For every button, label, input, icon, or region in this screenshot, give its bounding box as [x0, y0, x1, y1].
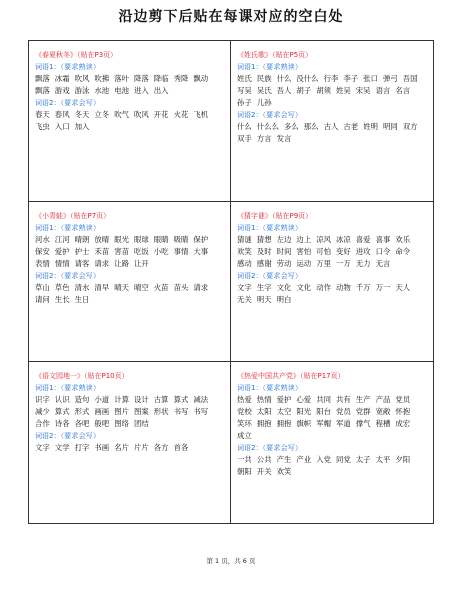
vocab-word: 眼睛: [153, 234, 169, 244]
lesson-cell: [29, 362, 231, 523]
word-list: [237, 282, 427, 306]
vocab-word: 拥抱: [276, 419, 292, 429]
vocab-word: 心爱: [296, 395, 312, 405]
lesson-cell: [29, 202, 231, 363]
vocab-word: 书画: [94, 443, 110, 453]
vocab-word: 识字: [35, 395, 50, 405]
lesson-cell: [29, 41, 231, 202]
vocab-word: 书写: [173, 407, 189, 417]
vocab-word: 李子: [343, 74, 359, 83]
vocab-word: 形式: [74, 407, 90, 417]
vocab-word: 算式: [54, 407, 70, 417]
vocab-word: 晴朗: [74, 234, 90, 244]
vocab-word: 降落: [133, 74, 149, 83]
vocab-word: 图络: [114, 419, 129, 429]
word-list: [237, 454, 427, 478]
vocab-word: 猜谜: [237, 234, 252, 244]
vocab-word: 太空: [276, 407, 292, 417]
vocab-word: 保护: [193, 234, 209, 244]
vocab-word: 清早: [94, 282, 110, 292]
vocab-word: 团结: [133, 419, 149, 429]
vocab-word: 撑气: [355, 419, 371, 429]
vocab-word: 打字: [74, 443, 90, 453]
vocab-word: 古算: [153, 395, 169, 405]
vocab-word: 生日: [74, 294, 90, 304]
vocab-word: 名言: [395, 86, 411, 95]
vocab-word: 公共: [256, 455, 272, 465]
page-title: 沿边剪下后贴在每课对应的空白处: [118, 9, 344, 25]
section-label: 词语2：: [35, 99, 61, 107]
vocab-word: 吴氏: [256, 86, 272, 95]
vocab-word: 飘落: [35, 86, 50, 95]
vocab-word: 飞机: [193, 110, 209, 119]
vocab-word: 党员: [335, 407, 351, 417]
vocab-word: 合作: [35, 419, 50, 429]
vocab-word: 行李: [323, 74, 339, 83]
vocab-word: 宽敞: [375, 407, 391, 417]
section-heading: [35, 383, 224, 394]
vocab-word: 胡子: [296, 86, 312, 95]
word-list: [35, 394, 224, 430]
vocab-word: 入党: [316, 455, 331, 465]
vocab-word: 眼光: [114, 234, 129, 244]
vocab-word: 口令: [375, 246, 391, 256]
vocab-word: 张口: [363, 74, 378, 83]
vocab-word: 宋吴: [355, 86, 371, 95]
section-requirement: （要求会写）: [60, 99, 101, 107]
vocab-word: 开花: [153, 110, 169, 119]
vocab-word: 那么: [303, 122, 319, 131]
word-list: [35, 234, 224, 270]
vocab-word: 姓吴: [335, 86, 351, 95]
vocab-word: 古老: [343, 122, 359, 131]
vocab-word: 大事: [193, 246, 209, 256]
vocab-word: 眼球: [133, 234, 149, 244]
section-heading: [237, 62, 427, 73]
vocab-word: 火花: [173, 110, 189, 119]
vocab-word: 减法: [193, 395, 209, 405]
vocab-word: 可怕: [316, 246, 331, 256]
vocab-word: 方言: [256, 134, 272, 143]
vocab-word: 军帽: [316, 419, 331, 429]
vocab-word: 语言: [375, 86, 391, 95]
vocab-word: 算式: [173, 395, 189, 405]
vocab-word: 怀抱: [395, 407, 411, 417]
vocab-word: 产品: [375, 395, 391, 405]
vocab-word: 太平: [375, 455, 391, 465]
section-label: 词语2：: [237, 444, 263, 453]
vocab-word: 夕阳: [395, 455, 411, 465]
vocab-word: 爱护: [54, 246, 70, 256]
section-requirement: （要求会写）: [60, 271, 101, 280]
section-label: 词语2：: [237, 271, 263, 280]
vocab-word: 一万: [335, 258, 351, 268]
vocab-word: 文字: [237, 282, 252, 292]
section-heading: [35, 271, 224, 282]
vocab-word: 冰霜: [54, 74, 70, 83]
vocab-word: 产业: [296, 455, 312, 465]
vocab-word: 草色: [54, 282, 70, 292]
vocab-word: 欢笑: [276, 467, 292, 477]
section-heading: [35, 98, 224, 109]
lesson-heading: 《热爱中国共产党》（贴在P17页）: [237, 372, 345, 381]
section-heading: [237, 443, 427, 454]
vocab-word: 军道: [335, 419, 351, 429]
vocab-word: 放晴: [94, 234, 110, 244]
vocab-word: 拥抱: [256, 419, 272, 429]
vocab-word: 吹拂: [94, 74, 110, 83]
vocab-word: 欢乐: [395, 234, 411, 244]
vocab-word: 运动: [296, 258, 312, 268]
section-heading: [237, 383, 427, 394]
vocab-word: 水池: [94, 86, 110, 95]
section-requirement: （要求会写）: [60, 432, 101, 441]
vocab-word: 弹弓: [382, 74, 398, 83]
section-label: 词语2：: [35, 271, 61, 280]
section-requirement: （要求会写）: [262, 271, 303, 280]
vocab-word: 左边: [276, 234, 292, 244]
section-requirement: （要求熟读）: [60, 223, 101, 232]
vocab-word: 发言: [276, 134, 292, 143]
section-label: 词语1：: [237, 63, 263, 71]
vocab-word: 无力: [355, 258, 371, 268]
section-label: 词语2：: [237, 111, 263, 119]
vocab-word: 小吃: [153, 246, 169, 256]
lesson-cell: [231, 202, 433, 363]
section-heading: [35, 62, 224, 73]
vocab-word: 吹气: [114, 110, 129, 119]
vocab-word: 诗各: [54, 419, 70, 429]
vocab-word: 热情: [256, 395, 272, 405]
vocab-word: 一共: [237, 455, 252, 465]
section-heading: [35, 223, 224, 234]
vocab-word: 河水: [35, 234, 50, 244]
vocab-word: 晴空: [133, 282, 149, 292]
lesson-heading: 《春夏秋冬》（贴在P3页）: [35, 51, 118, 59]
vocab-word: 进入: [133, 86, 149, 95]
vocab-word: 吾国: [402, 74, 418, 83]
vocab-word: 开关: [256, 467, 272, 477]
vocab-word: 吹风: [74, 74, 90, 83]
vocab-word: 共有: [335, 395, 351, 405]
vocab-word: 成宏: [395, 419, 411, 429]
vocab-word: 首各: [173, 443, 189, 453]
vocab-word: 冬天: [74, 110, 90, 119]
word-list: [237, 234, 427, 270]
vocab-word: 明同: [382, 122, 398, 131]
word-list: [237, 73, 427, 109]
vocab-word: 文字: [35, 443, 50, 453]
vocab-word: 名片: [114, 443, 129, 453]
vocab-word: 请求: [94, 258, 110, 268]
lesson-heading: 《小青蛙》（贴在P7页）: [35, 211, 111, 220]
word-list: [237, 394, 427, 442]
word-list: [35, 73, 224, 97]
lesson-grid: [28, 40, 434, 524]
section-label: 词语2：: [35, 432, 61, 441]
vocab-word: 欢笑: [237, 246, 252, 256]
section-label: 词语1：: [237, 223, 263, 232]
section-requirement: （要求会写）: [262, 444, 303, 453]
vocab-word: 同党: [335, 455, 351, 465]
section-requirement: （要求熟读）: [262, 63, 303, 71]
vocab-word: 旗帜: [296, 419, 312, 429]
vocab-word: 喜事: [375, 234, 391, 244]
vocab-word: 请问: [35, 294, 50, 304]
section-heading: [237, 271, 427, 282]
vocab-word: 吾人: [276, 86, 292, 95]
vocab-word: 保安: [35, 246, 50, 256]
vocab-word: 生长: [54, 294, 70, 304]
vocab-word: 无关: [237, 294, 252, 304]
section-label: 词语1：: [35, 63, 61, 71]
vocab-word: 禾苗: [94, 246, 110, 256]
vocab-word: 立冬: [94, 110, 110, 119]
vocab-word: 图案: [133, 407, 149, 417]
vocab-word: 什么: [237, 122, 252, 131]
vocab-word: 时间: [276, 246, 292, 256]
vocab-word: 请求: [193, 282, 209, 292]
vocab-word: 吹风: [133, 110, 149, 119]
word-list: [35, 442, 224, 454]
vocab-word: 吸睛: [173, 234, 189, 244]
vocab-word: 图片: [114, 407, 129, 417]
vocab-word: 电池: [114, 86, 129, 95]
section-label: 词语1：: [237, 384, 263, 393]
section-requirement: （要求熟读）: [60, 63, 101, 71]
lesson-cell: [231, 41, 433, 202]
section-label: 词语1：: [35, 223, 61, 232]
vocab-word: 飘动: [193, 74, 209, 83]
vocab-word: 文化: [276, 282, 292, 292]
vocab-word: 感动: [237, 258, 252, 268]
vocab-word: 护士: [74, 246, 90, 256]
vocab-word: 命令: [395, 246, 411, 256]
vocab-word: 儿孙: [256, 98, 272, 107]
section-heading: [237, 110, 427, 121]
vocab-word: 让路: [114, 258, 129, 268]
vocab-word: 晴天: [114, 282, 129, 292]
vocab-word: 胡须: [316, 86, 331, 95]
vocab-word: 火苗: [153, 282, 169, 292]
vocab-word: 太子: [355, 455, 371, 465]
section-requirement: （要求会写）: [262, 111, 303, 119]
vocab-word: 无言: [375, 258, 391, 268]
vocab-word: 草山: [35, 282, 50, 292]
vocab-word: 害苗: [114, 246, 129, 256]
word-list: [237, 121, 427, 145]
vocab-word: 太阳: [256, 407, 272, 417]
vocab-word: 清水: [74, 282, 90, 292]
vocab-word: 阳光: [296, 407, 312, 417]
vocab-word: 姓氏: [237, 74, 252, 83]
vocab-word: 喜爱: [355, 234, 371, 244]
vocab-word: 书写: [193, 407, 209, 417]
vocab-word: 动物: [335, 282, 351, 292]
vocab-word: 什么: [276, 74, 292, 83]
vocab-word: 程槽: [375, 419, 391, 429]
vocab-word: 秀降: [173, 74, 189, 83]
vocab-word: 让开: [133, 258, 149, 268]
vocab-word: 猜想: [256, 234, 272, 244]
vocab-word: 什么么: [256, 122, 279, 131]
lesson-heading: 《姓氏歌》（贴在P5页）: [237, 51, 313, 59]
vocab-word: 生字: [256, 282, 272, 292]
vocab-word: 天人: [395, 282, 411, 292]
vocab-word: 古人: [323, 122, 339, 131]
vocab-word: 降临: [153, 74, 169, 83]
vocab-word: 般吧: [94, 419, 110, 429]
vocab-word: 苗头: [173, 282, 189, 292]
vocab-word: 游泳: [74, 86, 90, 95]
vocab-word: 民族: [256, 74, 272, 83]
vocab-word: 片片: [133, 443, 149, 453]
word-list: [35, 109, 224, 133]
section-label: 词语1：: [35, 384, 61, 393]
vocab-word: 双手: [237, 134, 252, 143]
vocab-word: 进攻: [355, 246, 371, 256]
vocab-word: 计算: [114, 395, 129, 405]
vocab-word: 万里: [316, 258, 331, 268]
vocab-word: 请客: [74, 258, 90, 268]
vocab-word: 爱护: [276, 395, 292, 405]
vocab-word: 笑环: [237, 419, 252, 429]
vocab-word: 入口: [54, 122, 70, 131]
vocab-word: 飘落: [35, 74, 50, 83]
vocab-word: 文学: [54, 443, 70, 453]
vocab-word: 千万: [355, 282, 371, 292]
vocab-word: 飞虫: [35, 122, 50, 131]
vocab-word: 冰凉: [335, 234, 351, 244]
lesson-heading: 《猜字谜》（贴在P9页）: [237, 211, 313, 220]
vocab-word: 造句: [74, 395, 90, 405]
vocab-word: 设计: [133, 395, 149, 405]
vocab-word: 春天: [35, 110, 50, 119]
section-heading: [237, 223, 427, 234]
vocab-word: 江河: [54, 234, 70, 244]
lesson-heading: 《语文园地一》（贴在P10页）: [35, 372, 129, 381]
vocab-word: 产生: [276, 455, 292, 465]
vocab-word: 热爱: [237, 395, 252, 405]
vocab-word: 小道: [94, 395, 110, 405]
vocab-word: 情情: [54, 258, 70, 268]
vocab-word: 动作: [316, 282, 331, 292]
vocab-word: 党员: [395, 395, 411, 405]
vocab-word: 事情: [173, 246, 189, 256]
vocab-word: 孙子: [237, 98, 252, 107]
vocab-word: 多么: [283, 122, 299, 131]
vocab-word: 减少: [35, 407, 50, 417]
vocab-word: 朝阳: [237, 467, 252, 477]
vocab-word: 各方: [153, 443, 169, 453]
vocab-word: 变好: [335, 246, 351, 256]
vocab-word: 及时: [256, 246, 272, 256]
vocab-word: 出入: [153, 86, 169, 95]
vocab-word: 万一: [375, 282, 391, 292]
vocab-word: 阳台: [316, 407, 331, 417]
section-requirement: （要求熟读）: [60, 384, 101, 393]
vocab-word: 形状: [153, 407, 169, 417]
section-requirement: （要求熟读）: [262, 223, 303, 232]
vocab-word: 吃饭: [133, 246, 149, 256]
vocab-word: 感谢: [256, 258, 272, 268]
vocab-word: 各吧: [74, 419, 90, 429]
vocab-word: 成立: [237, 431, 252, 441]
vocab-word: 文化: [296, 282, 312, 292]
section-heading: [35, 431, 224, 442]
vocab-word: 凉风: [316, 234, 331, 244]
vocab-word: 表情: [35, 258, 50, 268]
page-footer: 第 1 页，共 6 页: [206, 557, 256, 565]
vocab-word: 没什么: [296, 74, 319, 83]
vocab-word: 游戏: [54, 86, 70, 95]
word-list: [35, 282, 224, 306]
vocab-word: 明白: [276, 294, 292, 304]
vocab-word: 明天: [256, 294, 272, 304]
vocab-word: 写吴: [237, 86, 252, 95]
vocab-word: 生产: [355, 395, 371, 405]
vocab-word: 劳动: [276, 258, 292, 268]
vocab-word: 共同: [316, 395, 331, 405]
vocab-word: 春风: [54, 110, 70, 119]
vocab-word: 画画: [94, 407, 110, 417]
lesson-cell: [231, 362, 433, 523]
vocab-word: 姓明: [363, 122, 378, 131]
vocab-word: 害怕: [296, 246, 312, 256]
section-requirement: （要求熟读）: [262, 384, 303, 393]
vocab-word: 党校: [237, 407, 252, 417]
vocab-word: 双方: [402, 122, 418, 131]
vocab-word: 认识: [54, 395, 70, 405]
vocab-word: 边上: [296, 234, 312, 244]
vocab-word: 加入: [74, 122, 90, 131]
vocab-word: 党群: [355, 407, 371, 417]
vocab-word: 落叶: [114, 74, 129, 83]
